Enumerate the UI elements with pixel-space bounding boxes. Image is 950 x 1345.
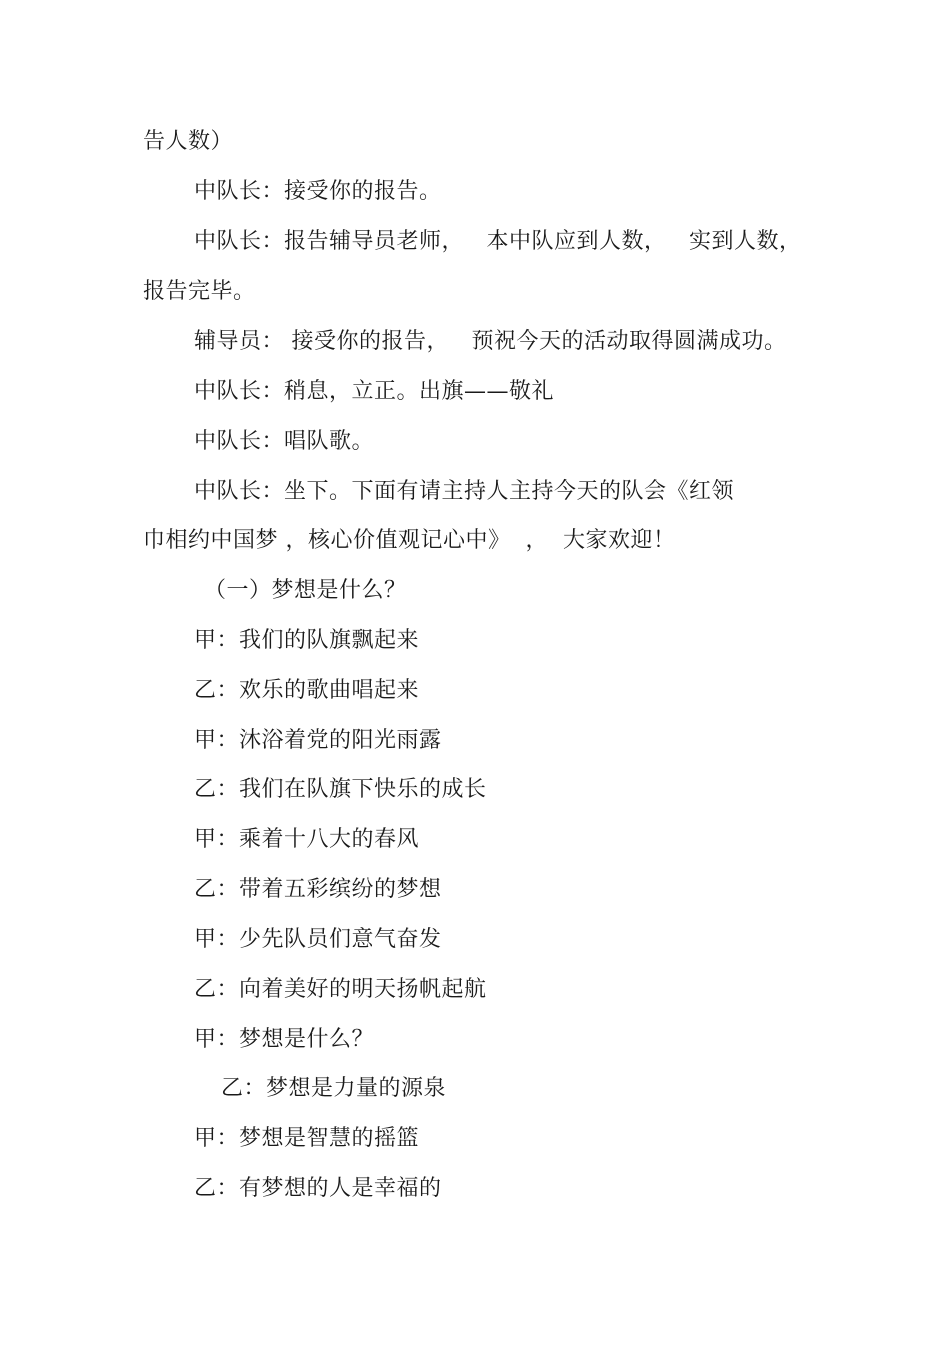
text-line-17: 甲：少先队员们意气奋发 [194,927,442,952]
text-line-22: 乙：有梦想的人是幸福的 [194,1176,442,1201]
text-line-7: 中队长：唱队歌。 [194,429,375,454]
text-line-19: 甲：梦想是什么？ [194,1027,375,1052]
text-line-8: 中队长：坐下。下面有请主持人主持今天的队会《红领 [194,479,735,504]
text-line-3: 中队长：报告辅导员老师， 本中队应到人数， 实到人数， [194,229,802,254]
text-line-6: 中队长：稍息，立正。出旗——敬礼 [194,379,555,404]
text-line-5: 辅导员： 接受你的报告， 预祝今天的活动取得圆满成功。 [194,329,787,354]
text-line-2: 中队长：接受你的报告。 [194,179,442,204]
text-line-9: 巾相约中国梦 ，核心价值观记心中》 ， 大家欢迎！ [143,528,676,553]
text-line-15: 甲：乘着十八大的春风 [194,827,420,852]
text-line-18: 乙：向着美好的明天扬帆起航 [194,977,487,1002]
text-line-16: 乙：带着五彩缤纷的梦想 [194,877,442,902]
text-line-11: 甲：我们的队旗飘起来 [194,628,420,653]
text-line-13: 甲：沐浴着党的阳光雨露 [194,728,442,753]
text-line-4: 报告完毕。 [143,279,256,304]
text-line-1: 告人数） [143,129,234,154]
section-heading: （一）梦想是什么？ [204,578,407,603]
text-line-12: 乙：欢乐的歌曲唱起来 [194,678,420,703]
text-line-14: 乙：我们在队旗下快乐的成长 [194,777,487,802]
text-line-20: 乙：梦想是力量的源泉 [221,1076,447,1101]
text-line-21: 甲：梦想是智慧的摇篮 [194,1126,420,1151]
